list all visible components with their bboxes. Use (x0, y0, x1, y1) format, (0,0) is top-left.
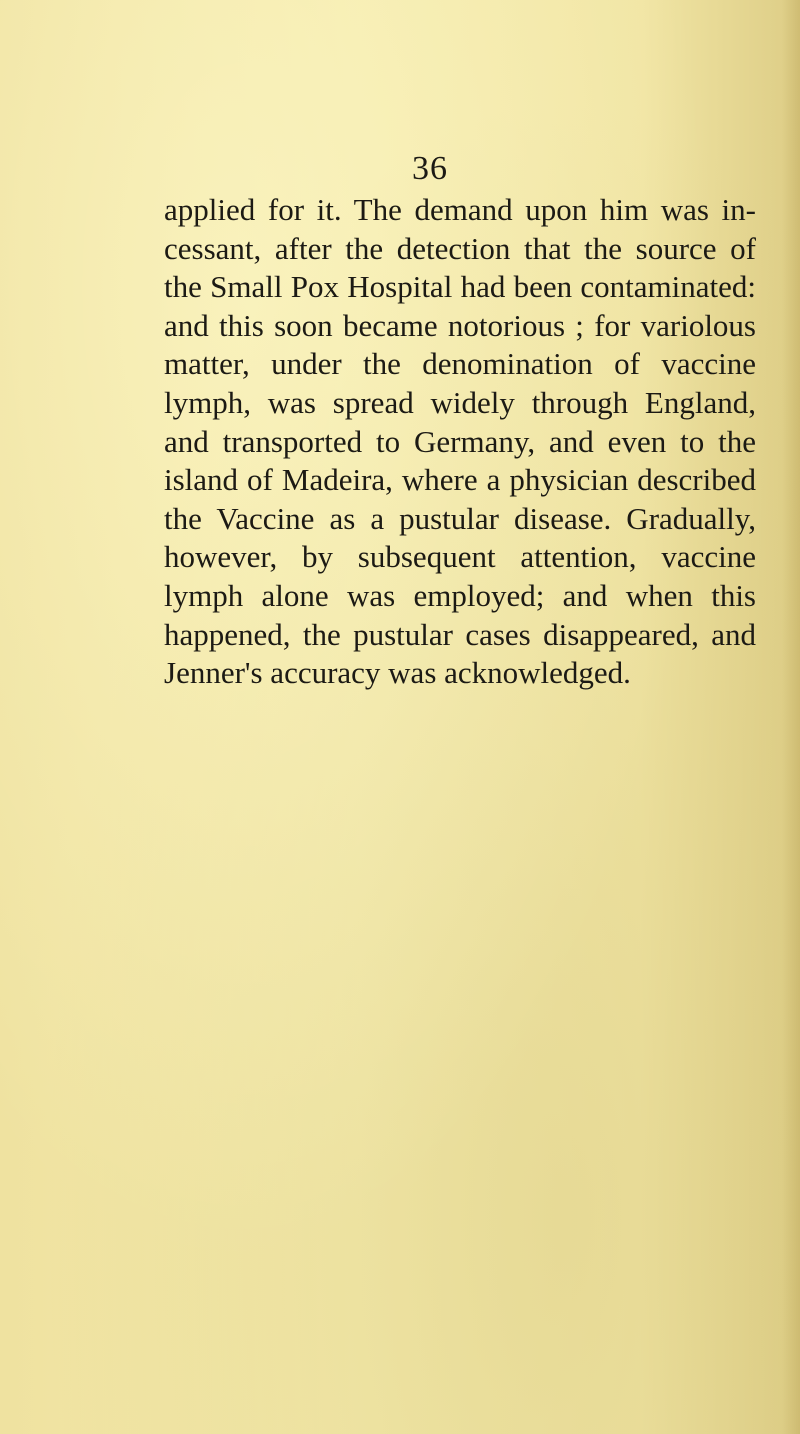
text-line: and this soon became notorious ; for variolous (164, 307, 756, 343)
text-line: lymph, was spread widely through England, (164, 384, 756, 420)
text-line: applied for it. The demand upon him was in- (164, 192, 756, 227)
text-line: and transported to Germany, and even to the (164, 423, 756, 459)
text-line: Jenner's accuracy was acknowledged. (164, 655, 631, 691)
text-line: matter, under the denomination of vaccine (164, 346, 756, 382)
page-number: 36 (412, 150, 448, 187)
text-line: however, by subsequent attention, vaccine (164, 539, 756, 575)
text-line: cessant, after the detection that the source of (164, 230, 756, 266)
text-line: the Small Pox Hospital had been contaminated: (164, 269, 756, 305)
text-line: happened, the pustular cases disappeared, and (164, 616, 756, 652)
text-line: lymph alone was employed; and when this (164, 577, 756, 613)
page-edge-shadow (782, 0, 800, 1434)
body-paragraph (164, 191, 756, 693)
text-line: the Vaccine as a pustular disease. Gradually, (164, 500, 756, 536)
text-line: island of Madeira, where a physician described (164, 462, 756, 498)
